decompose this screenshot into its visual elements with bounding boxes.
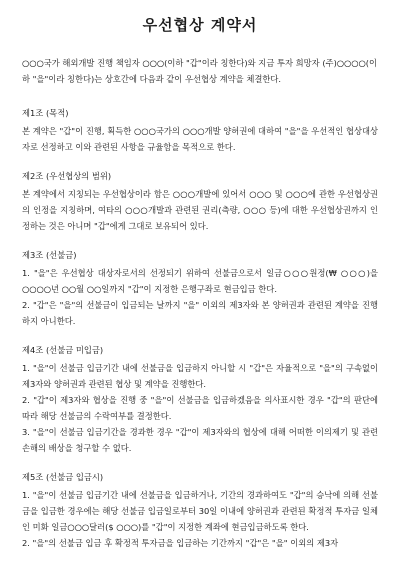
article-5 (22, 469, 378, 551)
article-body (22, 265, 378, 329)
article-clause: 2. "갑"이 제3자와 협상을 진행 중 "을"이 선불금을 입금하겠음을 의사표시한 경우 "갑"의 판단에 따라 해당 선불금의 수락여부를 결정한다. (22, 395, 378, 421)
article-body (22, 487, 378, 551)
article-title: 제3조 (선불금) (22, 250, 77, 260)
article-clause: 본 계약은 "갑"이 진행, 획득한 ○○○국가의 ○○○개발 양허권에 대하여 "을"을 우선적인 협상대상자로 선정하고 이와 관련된 사항을 규율함을 목적으로 한다. (22, 126, 378, 152)
article-clause: 3. "을"이 선불금 입금기간을 경과한 경우 "갑"이 제3자와의 협상에 대해 어떠한 이의제기 및 관련 손해의 배상을 청구할 수 없다. (22, 427, 378, 453)
article-clause: 1. "을"이 선불금 입금기간 내에 선불금을 입금하지 아니할 시 "갑"은 자율적으로 "을"의 구속없이 제3자와 양허권과 관련된 협상 및 계약을 진행한다. (22, 363, 378, 389)
article-clause: 2. "을"의 선불금 입금 후 확정적 투자금을 입금하는 기간까지 "갑"은 "을" 이외의 제3자 (22, 538, 339, 548)
document-title: 우선협상 계약서 (142, 16, 258, 34)
article-body (22, 186, 378, 234)
article-title: 제1조 (목적) (22, 108, 69, 118)
article-clause: 1. "을"이 선불금 입금기간 내에 선불금을 입금하거나, 기간의 경과하여도 "갑"의 승낙에 의해 선불금을 입금한 경우에는 해당 선불금 입금일로부터 30일 이내에 양허권과 관련된 확정적 투자금 일체인 미화 일금○○○달러($ ○○○)를 "갑"이 지정한 계좌에 현금입금하도록 한다. (22, 490, 378, 532)
article-clause: 본 계약에서 지칭되는 우선협상이라 함은 ○○○개발에 있어서 ○○○ 및 ○○○에 관한 우선협상권의 인정을 지칭하며, 여타의 ○○○개발과 관련된 권리(측량, ○○○ 등)에 대한 우선협상권까지 인정하는 것은 아니며 "갑"에게 그대로 보유되어 있다. (22, 189, 378, 231)
article-title: 제5조 (선불금 입금시) (22, 472, 104, 482)
article-title: 제2조 (우선협상의 범위) (22, 171, 112, 181)
article-clause: 1. "을"은 우선협상 대상자로서의 선정되기 위하여 선불금으로서 일금○○○원정(₩ ○○○)을 ○○○○년 ○○월 ○○일까지 "갑"이 지정한 은행구좌로 현금입금 한다. (22, 268, 378, 294)
article-clause: 2. "갑"은 "을"의 선불금이 입금되는 날까지 "을" 이외의 제3자와 본 양허권과 관련된 계약을 진행하지 아니한다. (22, 300, 378, 326)
article-title: 제4조 (선불금 미입금) (22, 345, 104, 355)
intro-paragraph: ○○○국가 해외개발 진행 책임자 ○○○(이하 "갑"이라 칭한다)와 지금 투자 희망자 (주)○○○○(이하 "을"이라 칭한다)는 상호간에 다음과 같이 우선협상 계약을 체결한다. (22, 58, 378, 84)
article-4 (22, 342, 378, 456)
article-3 (22, 247, 378, 329)
article-2 (22, 168, 378, 234)
article-body (22, 123, 378, 155)
article-body (22, 360, 378, 456)
article-1 (22, 105, 378, 155)
